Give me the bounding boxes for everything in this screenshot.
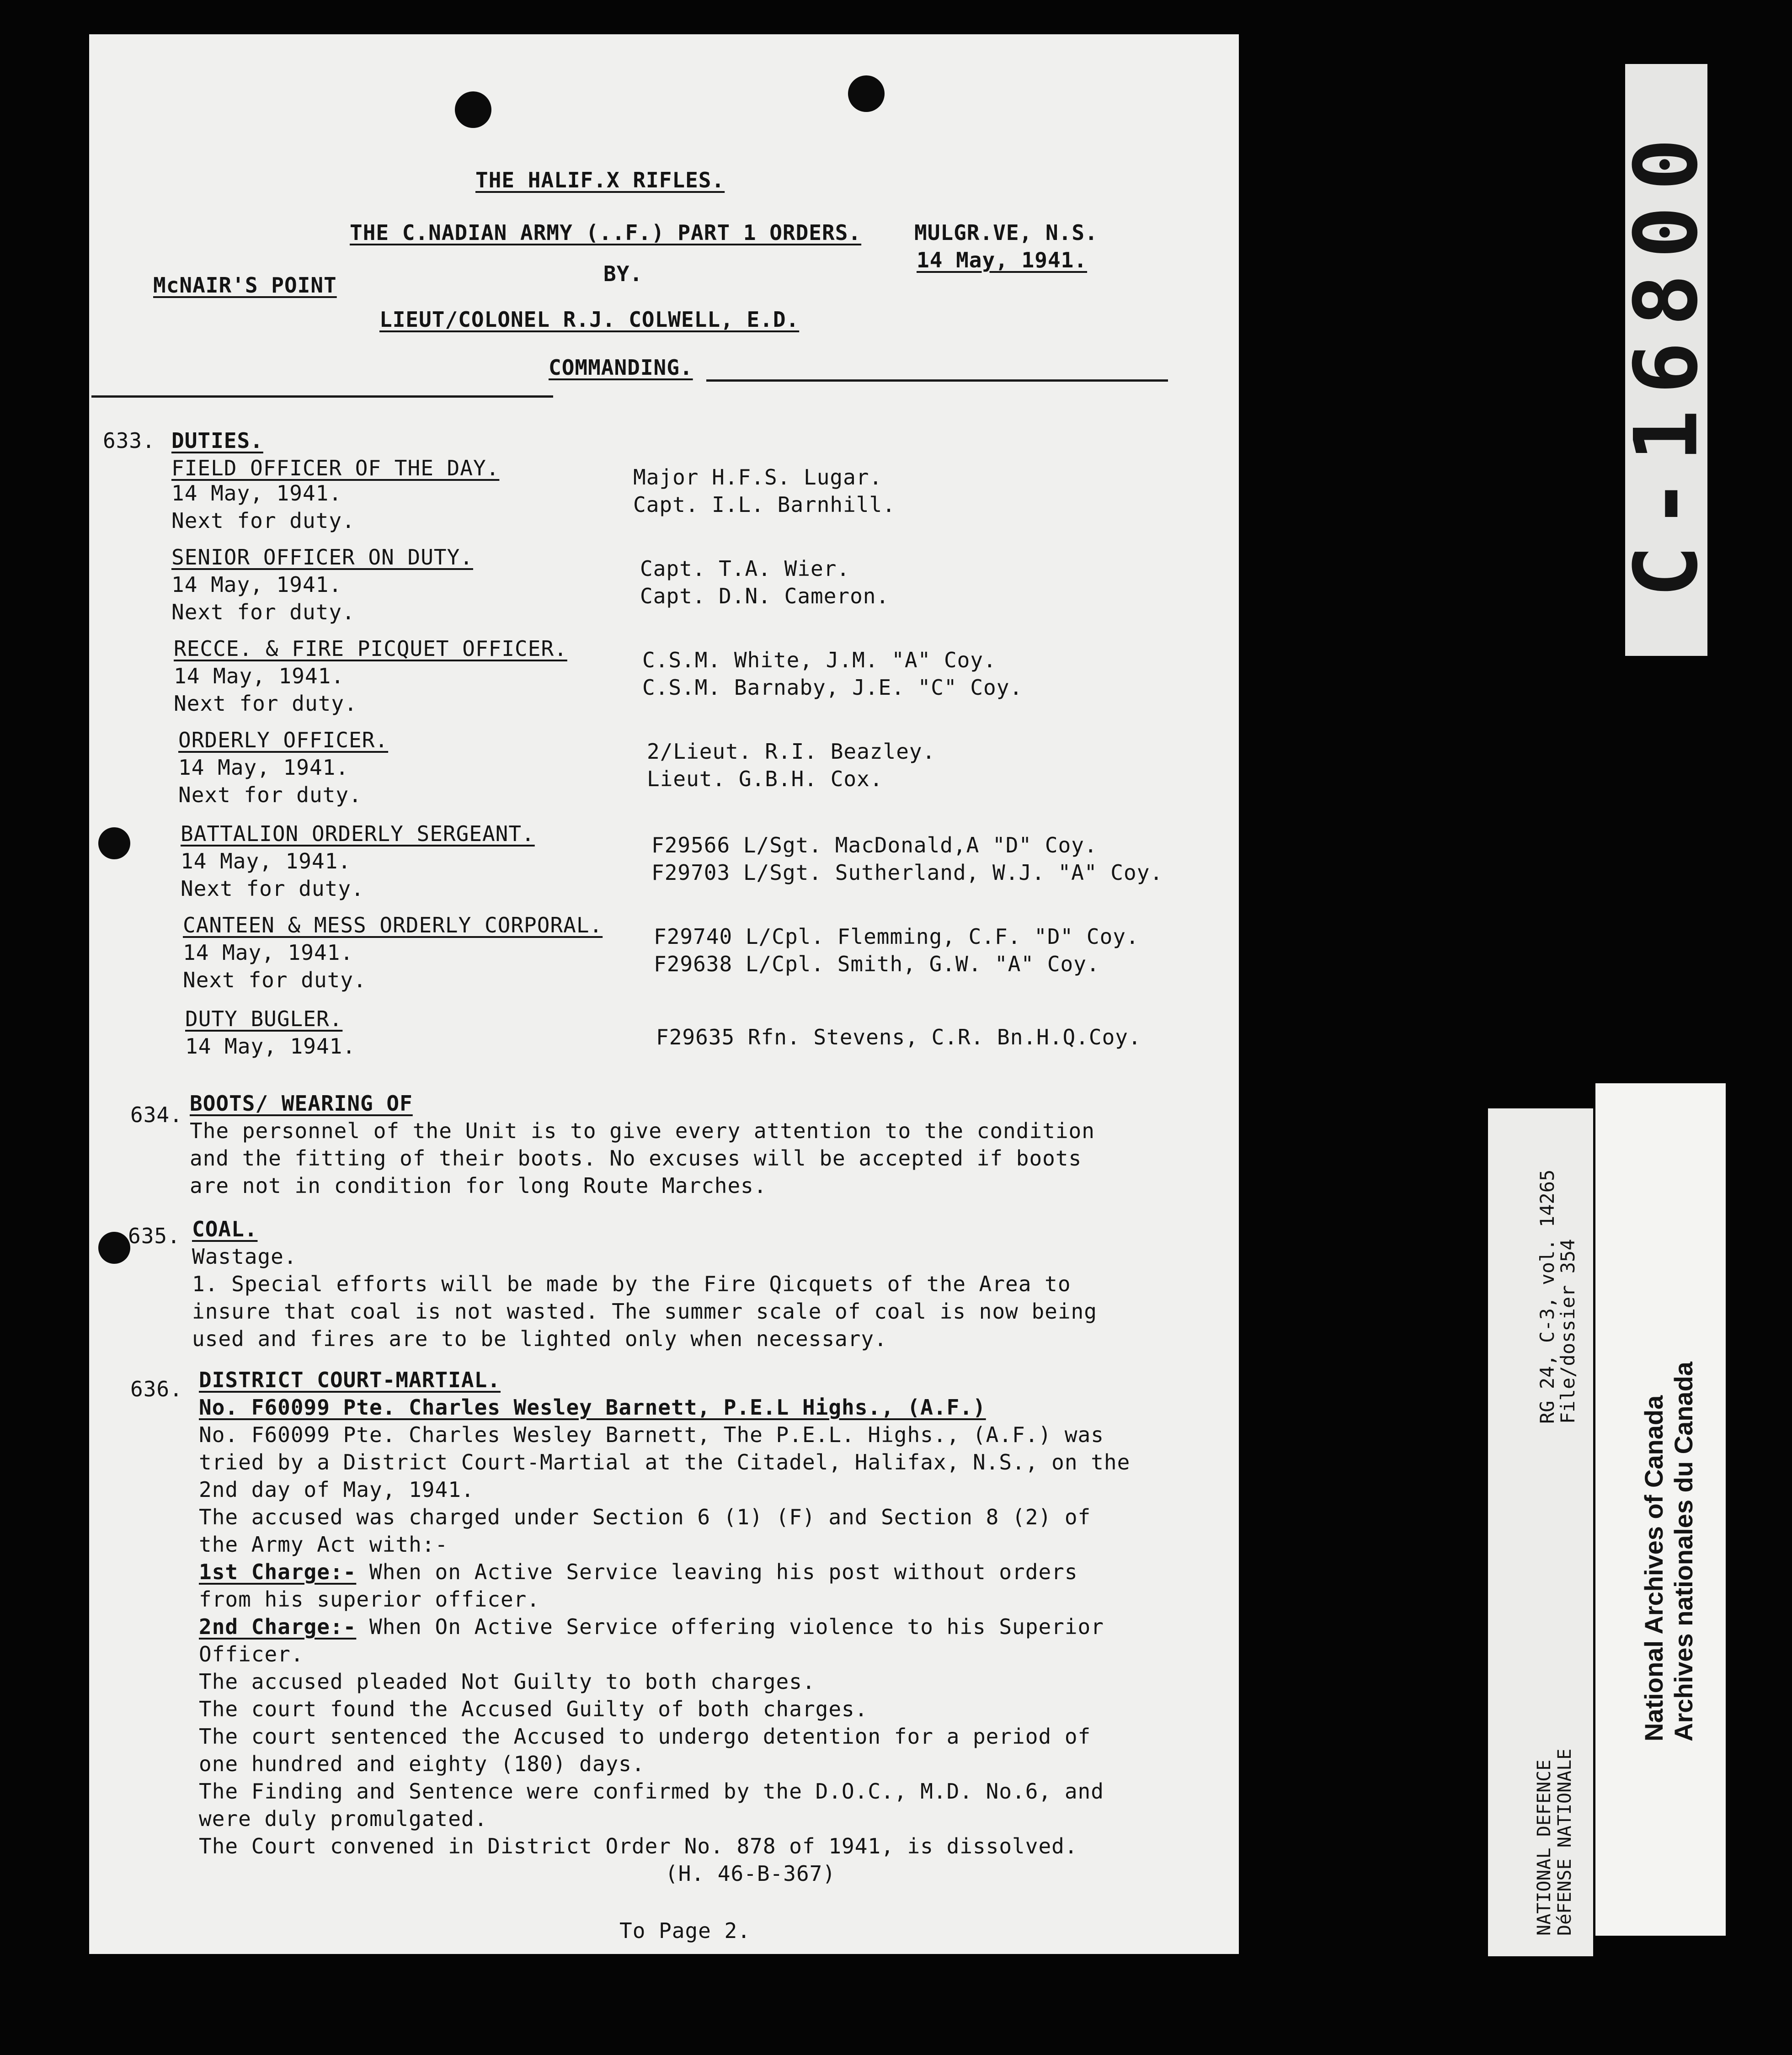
duty-entry: Capt. T.A. Wier.: [640, 556, 850, 581]
court-line: No. F60099 Pte. Charles Wesley Barnett, The P.E.L. Highs., (A.F.) was: [199, 1422, 1104, 1447]
punch-hole-side-lower: [98, 1232, 130, 1264]
charge-one-text: When on Active Service leaving his post without orders: [356, 1560, 1078, 1584]
by-line: BY.: [603, 261, 643, 286]
national-archives-label: [1595, 1083, 1726, 1936]
to-page-note: To Page 2.: [619, 1918, 751, 1943]
defence-en: NATIONAL DEFENCE: [1534, 1759, 1555, 1936]
boots-line: and the fitting of their boots. No excuses will be accepted if boots: [190, 1146, 1082, 1171]
coal-line: insure that coal is not wasted. The summer scale of coal is now being: [192, 1299, 1097, 1324]
duty-entry: F29703 L/Sgt. Sutherland, W.J. "A" Coy.: [651, 860, 1163, 885]
duty-entry: C.S.M. Barnaby, J.E. "C" Coy.: [642, 675, 1023, 700]
coal-heading: COAL.: [192, 1217, 258, 1241]
frame-number-strip: [1616, 64, 1717, 656]
duty-date: 14 May, 1941.: [183, 940, 354, 965]
court-line: The court found the Accused Guilty of both charges.: [199, 1697, 868, 1721]
defence-fr: DéFENSE NATIONALE: [1554, 1748, 1575, 1936]
order-title: THE HALIF.X RIFLES.: [475, 168, 725, 192]
coal-line: 1. Special efforts will be made by the Fire Qicquets of the Area to: [192, 1272, 1071, 1296]
court-line: were duly promulgated.: [199, 1806, 488, 1831]
charge-two: [199, 1613, 1104, 1640]
reference-line-1: RG 24, C-3, vol. 14265: [1536, 1169, 1558, 1424]
archives-en: National Archives of Canada: [1639, 1395, 1668, 1741]
court-line: The accused was charged under Section 6 (1) (F) and Section 8 (2) of: [199, 1505, 1091, 1529]
punch-hole-right: [848, 75, 885, 112]
duty-next: Next for duty.: [181, 876, 364, 901]
archives-fr: Archives nationales du Canada: [1669, 1362, 1698, 1741]
court-heading: DISTRICT COURT-MARTIAL.: [199, 1368, 501, 1392]
duty-title: FIELD OFFICER OF THE DAY.: [171, 456, 500, 480]
duty-next: Next for duty.: [171, 508, 355, 533]
charge-one-label: 1st Charge:-: [199, 1560, 357, 1584]
boots-line: are not in condition for long Route Marches.: [190, 1173, 767, 1198]
court-line: The Finding and Sentence were confirmed by the D.O.C., M.D. No.6, and: [199, 1779, 1104, 1804]
duty-title: CANTEEN & MESS ORDERLY CORPORAL.: [183, 913, 603, 937]
duty-date: 14 May, 1941.: [171, 572, 342, 597]
duty-date: 14 May, 1941.: [178, 755, 349, 780]
court-line: The court sentenced the Accused to undergo detention for a period of: [199, 1724, 1091, 1749]
duty-title: DUTY BUGLER.: [185, 1006, 343, 1031]
header-rule-left: [91, 395, 553, 398]
duty-entry: F29740 L/Cpl. Flemming, C.F. "D" Coy.: [654, 924, 1139, 949]
court-number: 636.: [130, 1377, 183, 1401]
duty-next: Next for duty.: [178, 783, 362, 807]
duty-title: BATTALION ORDERLY SERGEANT.: [181, 821, 535, 846]
duty-date: 14 May, 1941.: [185, 1034, 356, 1059]
left-location: McNAIR'S POINT: [153, 273, 337, 298]
duties-number: 633.: [103, 428, 155, 453]
commander-name: LIEUT/COLONEL R.J. COLWELL, E.D.: [379, 307, 800, 332]
duty-entry: F29566 L/Sgt. MacDonald,A "D" Coy.: [651, 833, 1098, 857]
duty-entry: C.S.M. White, J.M. "A" Coy.: [642, 648, 997, 672]
court-reference: (H. 46-B-367): [665, 1861, 836, 1886]
punch-hole-left: [455, 91, 491, 128]
court-subheading: No. F60099 Pte. Charles Wesley Barnett, P.E.L Highs., (A.F.): [199, 1395, 986, 1420]
duty-next: Next for duty.: [183, 968, 367, 992]
duty-title: ORDERLY OFFICER.: [178, 728, 389, 752]
frame-number: C-16800: [1616, 122, 1717, 597]
charge-two-cont: Officer.: [199, 1642, 304, 1666]
duty-entry: Lieut. G.B.H. Cox.: [647, 767, 883, 791]
charge-one: [199, 1559, 1078, 1585]
coal-number: 635.: [128, 1224, 181, 1248]
duty-date: 14 May, 1941.: [174, 664, 345, 688]
charge-two-label: 2nd Charge:-: [199, 1614, 357, 1639]
archive-reference-label: [1488, 1108, 1593, 1956]
right-location: MULGR.VE, N.S.: [914, 220, 1098, 245]
order-date: 14 May, 1941.: [917, 248, 1088, 272]
duties-heading: DUTIES.: [171, 428, 263, 453]
duty-entry: F29638 L/Cpl. Smith, G.W. "A" Coy.: [654, 952, 1100, 976]
order-subtitle: THE C.NADIAN ARMY (..F.) PART 1 ORDERS.: [350, 220, 862, 245]
duty-next: Next for duty.: [174, 691, 357, 716]
duty-entry: Capt. D.N. Cameron.: [640, 584, 890, 608]
court-line: The accused pleaded Not Guilty to both charges.: [199, 1669, 816, 1694]
duty-date: 14 May, 1941.: [171, 481, 342, 506]
boots-heading: BOOTS/ WEARING OF: [190, 1091, 413, 1116]
boots-number: 634.: [130, 1102, 183, 1127]
court-line: one hundred and eighty (180) days.: [199, 1752, 645, 1776]
header-rule-right: [706, 379, 1168, 382]
commanding-line: COMMANDING.: [549, 355, 693, 380]
reference-line-2: File/dossier 354: [1557, 1239, 1579, 1424]
court-line: The Court convened in District Order No. 878 of 1941, is dissolved.: [199, 1834, 1078, 1858]
charge-two-text: When On Active Service offering violence to his Superior: [356, 1614, 1104, 1639]
coal-line: used and fires are to be lighted only when necessary.: [192, 1326, 887, 1351]
duty-title: SENIOR OFFICER ON DUTY.: [171, 545, 473, 570]
duty-next: Next for duty.: [171, 600, 355, 624]
duty-entry: 2/Lieut. R.I. Beazley.: [647, 739, 936, 764]
court-line: the Army Act with:-: [199, 1532, 448, 1557]
duty-date: 14 May, 1941.: [181, 849, 352, 873]
coal-subheading: Wastage.: [192, 1244, 297, 1269]
duty-entry: F29635 Rfn. Stevens, C.R. Bn.H.Q.Coy.: [656, 1025, 1141, 1049]
order-sheet: [89, 34, 1239, 1954]
duty-title: RECCE. & FIRE PICQUET OFFICER.: [174, 636, 567, 661]
court-line: tried by a District Court-Martial at the Citadel, Halifax, N.S., on the: [199, 1450, 1131, 1475]
court-line: 2nd day of May, 1941.: [199, 1477, 475, 1502]
charge-one-cont: from his superior officer.: [199, 1587, 540, 1612]
boots-line: The personnel of the Unit is to give every attention to the condition: [190, 1118, 1095, 1143]
duty-entry: Capt. I.L. Barnhill.: [633, 492, 896, 517]
duty-entry: Major H.F.S. Lugar.: [633, 465, 883, 490]
punch-hole-side-upper: [98, 827, 130, 859]
